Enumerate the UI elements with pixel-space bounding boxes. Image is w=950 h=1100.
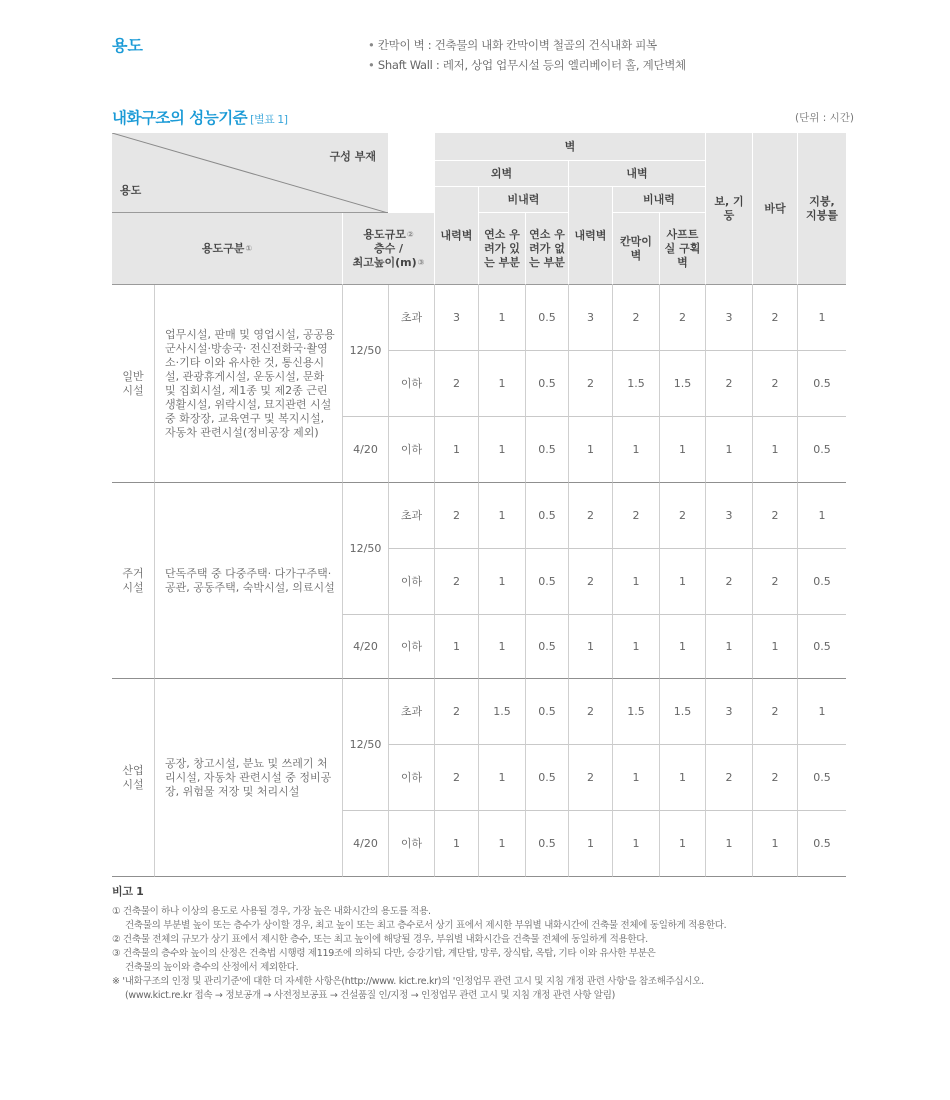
group-residential-name: 주거 시설 bbox=[112, 483, 154, 679]
value-cell: 2 bbox=[434, 351, 478, 417]
range-cell: 이하 bbox=[388, 615, 434, 679]
value-cell: 1 bbox=[478, 285, 525, 351]
value-cell: 1 bbox=[659, 811, 705, 877]
section-title-text: 내화구조의 성능기준 bbox=[112, 109, 248, 127]
value-cell: 1 bbox=[478, 351, 525, 417]
note-3: ③ 건축물의 층수와 높이의 산정은 건축법 시행령 제119조에 의하되 다만, 승강기탑, 계단탑, 망루, 장식탑, 옥탑, 기타 이와 유사한 부분은 bbox=[112, 948, 656, 959]
fire-resistance-table bbox=[112, 133, 856, 871]
value-cell: 1 bbox=[434, 417, 478, 483]
value-cell: 2 bbox=[705, 351, 752, 417]
value-cell: 1 bbox=[752, 417, 797, 483]
section-title bbox=[112, 106, 288, 128]
value-cell: 1 bbox=[752, 811, 797, 877]
partition-wall-header: 칸막이 벽 bbox=[612, 213, 659, 285]
range-cell: 이하 bbox=[388, 351, 434, 417]
value-cell: 1.5 bbox=[612, 679, 659, 745]
value-cell: 1 bbox=[705, 615, 752, 679]
value-cell: 0.5 bbox=[525, 351, 568, 417]
range-cell: 초과 bbox=[388, 285, 434, 351]
value-cell: 0.5 bbox=[525, 285, 568, 351]
value-cell: 1 bbox=[478, 745, 525, 811]
value-cell: 1 bbox=[434, 615, 478, 679]
value-cell: 3 bbox=[705, 679, 752, 745]
notes-section bbox=[112, 885, 872, 1003]
group-general-name: 일반 시설 bbox=[112, 285, 154, 483]
value-cell: 1 bbox=[612, 417, 659, 483]
value-cell: 1.5 bbox=[659, 351, 705, 417]
roof-header: 지붕, 지붕틀 bbox=[797, 133, 846, 285]
value-cell: 2 bbox=[612, 483, 659, 549]
value-cell: 2 bbox=[568, 483, 612, 549]
value-cell: 0.5 bbox=[797, 745, 846, 811]
value-cell: 2 bbox=[568, 351, 612, 417]
outer-wall-header: 외벽 bbox=[434, 161, 568, 187]
scale-label-1: 용도규모 bbox=[363, 227, 406, 241]
value-cell: 0.5 bbox=[525, 417, 568, 483]
component-header: 구성 부재 bbox=[329, 150, 376, 163]
group-general-desc: 업무시설, 판매 및 영업시설, 공공용 군사시설·방송국· 전신전화국·촬영소·기타 이와 유사한 것, 통신용시설, 관광휴게시설, 운동시설, 문화 및 집회시설, 제1종 및 제2종 근린생활시설, 위락시설, 묘지관련 시설 중 화장장, 교육연구 및 복지시설, 자동차 관련시설(정비공장 제외) bbox=[154, 285, 342, 483]
value-cell: 2 bbox=[434, 549, 478, 615]
group-residential-desc: 단독주택 중 다중주택· 다가구주택·공관, 공동주택, 숙박시설, 의료시설 bbox=[154, 483, 342, 679]
group-industrial-name: 산업 시설 bbox=[112, 679, 154, 877]
value-cell: 0.5 bbox=[797, 615, 846, 679]
scale-label-2: 층수 / bbox=[373, 241, 404, 255]
value-cell: 1 bbox=[612, 615, 659, 679]
value-cell: 1 bbox=[659, 615, 705, 679]
value-cell: 3 bbox=[568, 285, 612, 351]
diagonal-line bbox=[112, 133, 388, 213]
notes-title: 비고 1 bbox=[112, 885, 144, 898]
note-ref-path: (www.kict.re.kr 접속 → 정보공개 → 사전정보공표 → 건설품질 인/지정 → 인정업무 관련 고시 및 지침 개정 관련 사항 알림) bbox=[125, 990, 615, 1001]
group-industrial-scale-low: 4/20 bbox=[342, 811, 388, 877]
group-residential-scale-low: 4/20 bbox=[342, 615, 388, 679]
note-ref: ※ '내화구조의 인정 및 관리기준'에 대한 더 자세한 사항은(http://www. kict.re.kr)의 '인정업무 관련 고시 및 지침 개정 관련 사항'을 참조해주십시오. bbox=[112, 976, 704, 987]
note-mark-2: ② bbox=[406, 229, 414, 239]
beam-column-header: 보, 기둥 bbox=[705, 133, 752, 285]
value-cell: 1 bbox=[659, 549, 705, 615]
diagonal-header bbox=[112, 133, 388, 213]
value-cell: 2 bbox=[568, 745, 612, 811]
value-cell: 2 bbox=[705, 549, 752, 615]
value-cell: 1 bbox=[659, 745, 705, 811]
value-cell: 0.5 bbox=[525, 483, 568, 549]
group-industrial-scale-high: 12/50 bbox=[342, 679, 388, 811]
group-general-scale-high: 12/50 bbox=[342, 285, 388, 417]
range-cell: 초과 bbox=[388, 679, 434, 745]
note-3-cont: 건축물의 높이와 층수의 산정에서 제외한다. bbox=[125, 962, 299, 973]
inner-non-bearing-header: 비내력 bbox=[612, 187, 705, 213]
value-cell: 2 bbox=[752, 285, 797, 351]
value-cell: 0.5 bbox=[525, 549, 568, 615]
range-cell: 초과 bbox=[388, 483, 434, 549]
outer-non-bearing-header: 비내력 bbox=[478, 187, 568, 213]
inner-bearing-wall-header: 내력벽 bbox=[568, 187, 612, 285]
value-cell: 1 bbox=[478, 811, 525, 877]
group-industrial-desc: 공장, 창고시설, 분뇨 및 쓰레기 처리시설, 자동차 관련시설 중 정비공장, 위험물 저장 및 처리시설 bbox=[154, 679, 342, 877]
value-cell: 1 bbox=[478, 615, 525, 679]
inner-wall-header: 내벽 bbox=[568, 161, 705, 187]
usage-bullets bbox=[368, 35, 686, 75]
range-cell: 이하 bbox=[388, 811, 434, 877]
group-residential-scale-high: 12/50 bbox=[342, 483, 388, 615]
value-cell: 1.5 bbox=[659, 679, 705, 745]
value-cell: 2 bbox=[659, 285, 705, 351]
value-cell: 1 bbox=[478, 549, 525, 615]
value-cell: 1 bbox=[612, 549, 659, 615]
value-cell: 2 bbox=[434, 745, 478, 811]
floor-header: 바닥 bbox=[752, 133, 797, 285]
value-cell: 1 bbox=[705, 811, 752, 877]
usage-category-header bbox=[112, 213, 342, 285]
value-cell: 0.5 bbox=[525, 679, 568, 745]
value-cell: 2 bbox=[752, 745, 797, 811]
value-cell: 1 bbox=[659, 417, 705, 483]
value-cell: 0.5 bbox=[797, 811, 846, 877]
value-cell: 0.5 bbox=[797, 549, 846, 615]
value-cell: 1 bbox=[478, 417, 525, 483]
value-cell: 1 bbox=[797, 285, 846, 351]
usage-title: 용도 bbox=[112, 36, 143, 55]
range-cell: 이하 bbox=[388, 417, 434, 483]
value-cell: 1 bbox=[568, 615, 612, 679]
value-cell: 2 bbox=[434, 483, 478, 549]
value-cell: 1.5 bbox=[478, 679, 525, 745]
value-cell: 1 bbox=[478, 483, 525, 549]
value-cell: 1 bbox=[568, 417, 612, 483]
value-cell: 1 bbox=[705, 417, 752, 483]
value-cell: 2 bbox=[612, 285, 659, 351]
range-cell: 이하 bbox=[388, 745, 434, 811]
group-general-scale-low: 4/20 bbox=[342, 417, 388, 483]
value-cell: 0.5 bbox=[525, 745, 568, 811]
outer-bearing-wall-header: 내력벽 bbox=[434, 187, 478, 285]
note-2: ② 건축물 전체의 규모가 상기 표에서 제시한 층수, 또는 최고 높이에 해당될 경우, 부위별 내화시간을 건축물 전체에 동일하게 적용한다. bbox=[112, 934, 648, 945]
non-combustible-header: 연소 우려가 없는 부분 bbox=[525, 213, 568, 285]
note-1: ① 건축물이 하나 이상의 용도로 사용될 경우, 가장 높은 내화시간의 용도를 적용. bbox=[112, 906, 431, 917]
combustible-header: 연소 우려가 있는 부분 bbox=[478, 213, 525, 285]
value-cell: 2 bbox=[752, 679, 797, 745]
scale-header bbox=[342, 213, 434, 285]
value-cell: 3 bbox=[705, 285, 752, 351]
value-cell: 2 bbox=[568, 679, 612, 745]
value-cell: 3 bbox=[434, 285, 478, 351]
value-cell: 2 bbox=[752, 351, 797, 417]
value-cell: 1 bbox=[797, 679, 846, 745]
scale-label-3: 최고높이(m) bbox=[352, 255, 417, 269]
value-cell: 2 bbox=[659, 483, 705, 549]
value-cell: 1.5 bbox=[612, 351, 659, 417]
value-cell: 1 bbox=[612, 811, 659, 877]
value-cell: 2 bbox=[568, 549, 612, 615]
value-cell: 0.5 bbox=[525, 615, 568, 679]
note-mark-3: ③ bbox=[417, 257, 425, 267]
value-cell: 2 bbox=[752, 549, 797, 615]
value-cell: 2 bbox=[434, 679, 478, 745]
value-cell: 2 bbox=[752, 483, 797, 549]
value-cell: 3 bbox=[705, 483, 752, 549]
value-cell: 0.5 bbox=[525, 811, 568, 877]
value-cell: 1 bbox=[752, 615, 797, 679]
value-cell: 2 bbox=[705, 745, 752, 811]
unit-label: (단위 : 시간) bbox=[795, 112, 854, 124]
usage-category-label: 용도구분 bbox=[201, 241, 245, 255]
value-cell: 1 bbox=[568, 811, 612, 877]
range-cell: 이하 bbox=[388, 549, 434, 615]
value-cell: 1 bbox=[612, 745, 659, 811]
usage-bullet-shaft: • Shaft Wall : 레저, 상업 업무시설 등의 엘리베이터 홀, 계단벽체 bbox=[368, 55, 686, 75]
value-cell: 1 bbox=[797, 483, 846, 549]
note-mark-1: ① bbox=[245, 243, 253, 253]
wall-header: 벽 bbox=[434, 133, 705, 161]
value-cell: 0.5 bbox=[797, 417, 846, 483]
usage-header: 용도 bbox=[120, 184, 142, 197]
value-cell: 0.5 bbox=[797, 351, 846, 417]
shaft-wall-header: 사프트 실 구획벽 bbox=[659, 213, 705, 285]
usage-bullet-partition: • 칸막이 벽 : 건축물의 내화 칸막이벽 철골의 건식내화 피복 bbox=[368, 35, 686, 55]
note-1-cont: 건축물의 부분별 높이 또는 층수가 상이할 경우, 최고 높이 또는 최고 층수로서 상기 표에서 제시한 부위별 내화시간에 건축물 전체에 동일하게 적용한다. bbox=[125, 920, 727, 931]
appendix-label: [별표 1] bbox=[250, 113, 288, 126]
value-cell: 1 bbox=[434, 811, 478, 877]
